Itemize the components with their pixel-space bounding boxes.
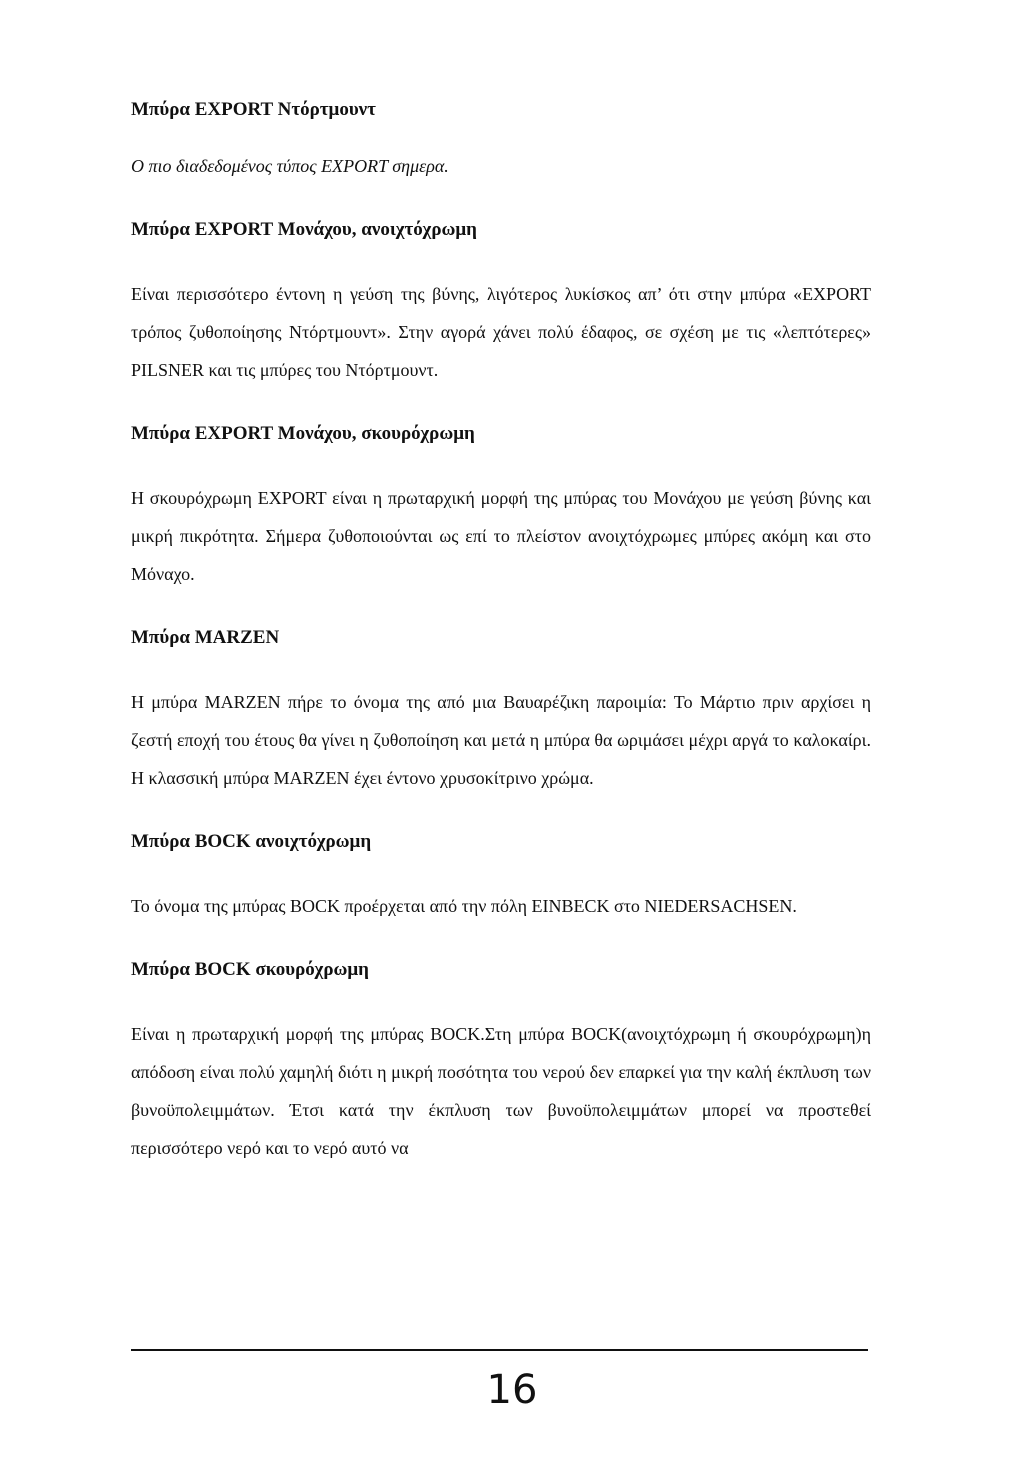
- section-text-bock-light: Το όνομα της μπύρας BOCK προέρχεται από την πόλη EINBECK στο NIEDERSACHSEN.: [131, 896, 797, 916]
- section-text-export-dortmund: Ο πιο διαδεδομένος τύπος EXPORT σημερα.: [131, 156, 449, 176]
- footer-divider: [131, 1349, 868, 1351]
- section-text-marzen: Η μπύρα MARZEN πήρε το όνομα της από μια Βαυαρέζικη παροιμία: Το Μάρτιο πριν αρχίσει η ζεστή εποχή του έτους θα γίνει η ζυθοποίηση και μετά η μπύρα θα ωριμάσει μέχρι αργά το καλοκαίρι. Η κλασσική μπύρα MARZEN έχει έντονο χρυσοκίτρινο χρώμα.: [131, 692, 871, 788]
- page-number: 16: [486, 1367, 538, 1413]
- section-text-export-munich-dark: Η σκουρόχρωμη EXPORT είναι η πρωταρχική μορφή της μπύρας του Μονάχου με γεύση βύνης και μικρή πικρότητα. Σήμερα ζυθοποιούνται ως επί το πλείστον ανοιχτόχρωμες μπύρες ακόμη και στο Μόναχο.: [131, 488, 871, 584]
- section-heading-export-munich-light: Μπύρα EXPORT Μονάχου, ανοιχτόχρωμη: [131, 219, 477, 240]
- section-heading-export-dortmund: Μπύρα EXPORT Ντόρτμουντ: [131, 99, 376, 120]
- section-heading-marzen: Μπύρα MARZEN: [131, 627, 280, 648]
- section-heading-bock-light: Μπύρα BOCK ανοιχτόχρωμη: [131, 831, 372, 852]
- section-heading-bock-dark: Μπύρα BOCK σκουρόχρωμη: [131, 959, 369, 980]
- document-body: [131, 95, 871, 1167]
- section-text-bock-dark: Είναι η πρωταρχική μορφή της μπύρας BOCK.Στη μπύρα BOCK(ανοιχτόχρωμη ή σκουρόχρωμη)η απόδοση είναι πολύ χαμηλή διότι η μικρή ποσότητα του νερού δεν επαρκεί για την καλή έκπλυση των βυνοϋπολειμμάτων. Έτσι κατά την έκπλυση των βυνοϋπολειμμάτων μπορεί να προστεθεί περισσότερο νερό και το νερό αυτό να: [131, 1024, 871, 1158]
- section-text-export-munich-light: Είναι περισσότερο έντονη η γεύση της βύνης, λιγότερος λυκίσκος απ’ ότι στην μπύρα «EXPORT τρόπος ζυθοποίησης Ντόρτμουντ». Στην αγορά χάνει πολύ έδαφος, σε σχέση με τις «λεπτότερες» PILSNER και τις μπύρες του Ντόρτμουντ.: [131, 284, 871, 380]
- section-heading-export-munich-dark: Μπύρα EXPORT Μονάχου, σκουρόχρωμη: [131, 423, 475, 444]
